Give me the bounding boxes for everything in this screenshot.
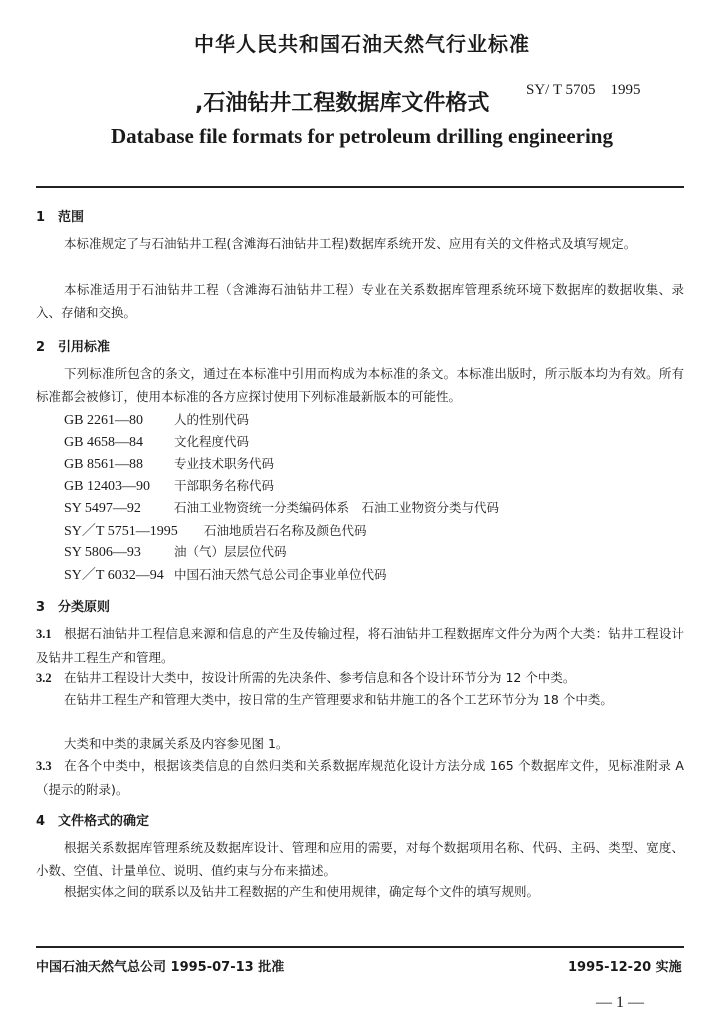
standard-code: GB 8561—88 xyxy=(64,457,143,472)
standard-code: SY 5806—93 xyxy=(64,545,141,560)
paragraph: 本标准规定了与石油钻井工程(含滩海石油钻井工程)数据库系统开发、应用有关的文件格式及填写规定。 xyxy=(64,236,637,251)
top-divider xyxy=(36,186,684,188)
standard-ref xyxy=(64,564,387,584)
standard-code: SY/ T 5705 1995 xyxy=(526,82,641,98)
standard-name: 干部职务名称代码 xyxy=(174,478,275,493)
section-title: 分类原则 xyxy=(58,600,111,615)
bottom-divider xyxy=(36,946,684,948)
section-3-heading xyxy=(36,596,110,615)
section-title: 范围 xyxy=(58,210,85,225)
section-2-heading xyxy=(36,336,110,355)
paragraph: 根据实体之间的联系以及钻井工程数据的产生和使用规律，确定每个文件的填写规则。 xyxy=(64,884,540,899)
clause-text: 在各个中类中，根据该类信息的自然归类和关系数据库规范化设计方法分成 165 个数据库文件，见标准附录 A（提示的附录)。 xyxy=(36,758,684,797)
title-en: Database file formats for petroleum drilling engineering xyxy=(111,124,613,148)
standard-ref xyxy=(64,432,249,451)
implementation-date: 1995-12-20 实施 xyxy=(568,960,682,975)
standard-code: SY 5497—92 xyxy=(64,501,141,516)
standard-ref xyxy=(64,520,367,540)
approval-line: 中国石油天然气总公司 1995-07-13 批准 xyxy=(36,960,285,975)
section-title: 引用标准 xyxy=(58,340,111,355)
section-number: 2 xyxy=(36,340,46,355)
standard-code: SY／T 5751—1995 xyxy=(64,524,178,539)
paragraph: 大类和中类的隶属关系及内容参见图 1。 xyxy=(64,736,289,751)
paragraph: 在钻井工程生产和管理大类中，按日常的生产管理要求和钻井施工的各个工艺环节分为 18 个中类。 xyxy=(64,692,613,707)
standard-ref xyxy=(64,410,249,429)
paragraph: 下列标准所包含的条文，通过在本标准中引用而构成为本标准的条文。本标准出版时，所示版本均为有效。所有标准都会被修订，使用本标准的各方应探讨使用下列标准最新版本的可能性。 xyxy=(36,366,684,404)
clause-number: 3.1 xyxy=(36,627,52,641)
standard-name: 油（气）层层位代码 xyxy=(174,544,287,559)
section-number: 3 xyxy=(36,600,46,615)
standard-ref xyxy=(64,498,499,517)
clause-3-2 xyxy=(36,666,684,690)
clause-text: 根据石油钻井工程信息来源和信息的产生及传输过程，将石油钻井工程数据库文件分为两个大类：钻井工程设计及钻井工程生产和管理。 xyxy=(36,626,684,665)
standard-name: 专业技术职务代码 xyxy=(174,456,275,471)
org-title: 中华人民共和国石油天然气行业标准 xyxy=(194,32,530,56)
section-number: 4 xyxy=(36,814,46,829)
section-title: 文件格式的确定 xyxy=(58,814,150,829)
paragraph: 根据关系数据库管理系统及数据库设计、管理和应用的需要，对每个数据项用名称、代码、主码、类型、宽度、小数、空值、计量单位、说明、值约束与分布来描述。 xyxy=(36,840,684,878)
standard-ref xyxy=(64,476,274,495)
section-1-heading xyxy=(36,206,84,225)
standard-code: GB 2261—80 xyxy=(64,413,143,428)
clause-number: 3.3 xyxy=(36,759,52,773)
title-cn: ,石油钻井工程数据库文件格式 xyxy=(195,91,490,116)
clause-text: 在钻井工程设计大类中，按设计所需的先决条件、参考信息和各个设计环节分为 12 个中类。 xyxy=(64,670,576,685)
page-number: — 1 — xyxy=(596,994,644,1011)
standard-name: 中国石油天然气总公司企事业单位代码 xyxy=(174,567,387,582)
standard-code: GB 12403—90 xyxy=(64,479,150,494)
standard-name: 人的性别代码 xyxy=(174,412,250,427)
section-number: 1 xyxy=(36,210,46,225)
clause-3-3 xyxy=(36,754,684,801)
paragraph: 本标准适用于石油钻井工程（含滩海石油钻井工程）专业在关系数据库管理系统环境下数据库的数据收集、录入、存储和交换。 xyxy=(36,282,684,320)
standard-name: 石油地质岩石名称及颜色代码 xyxy=(204,523,367,538)
standard-name: 石油工业物资统一分类编码体系 石油工业物资分类与代码 xyxy=(174,500,500,515)
standard-ref xyxy=(64,542,287,561)
section-4-heading xyxy=(36,810,149,829)
clause-number: 3.2 xyxy=(36,671,52,685)
standard-name: 文化程度代码 xyxy=(174,434,250,449)
standard-code: GB 4658—84 xyxy=(64,435,143,450)
standard-ref xyxy=(64,454,274,473)
standard-code: SY／T 6032—94 xyxy=(64,568,164,583)
clause-3-1 xyxy=(36,622,684,669)
